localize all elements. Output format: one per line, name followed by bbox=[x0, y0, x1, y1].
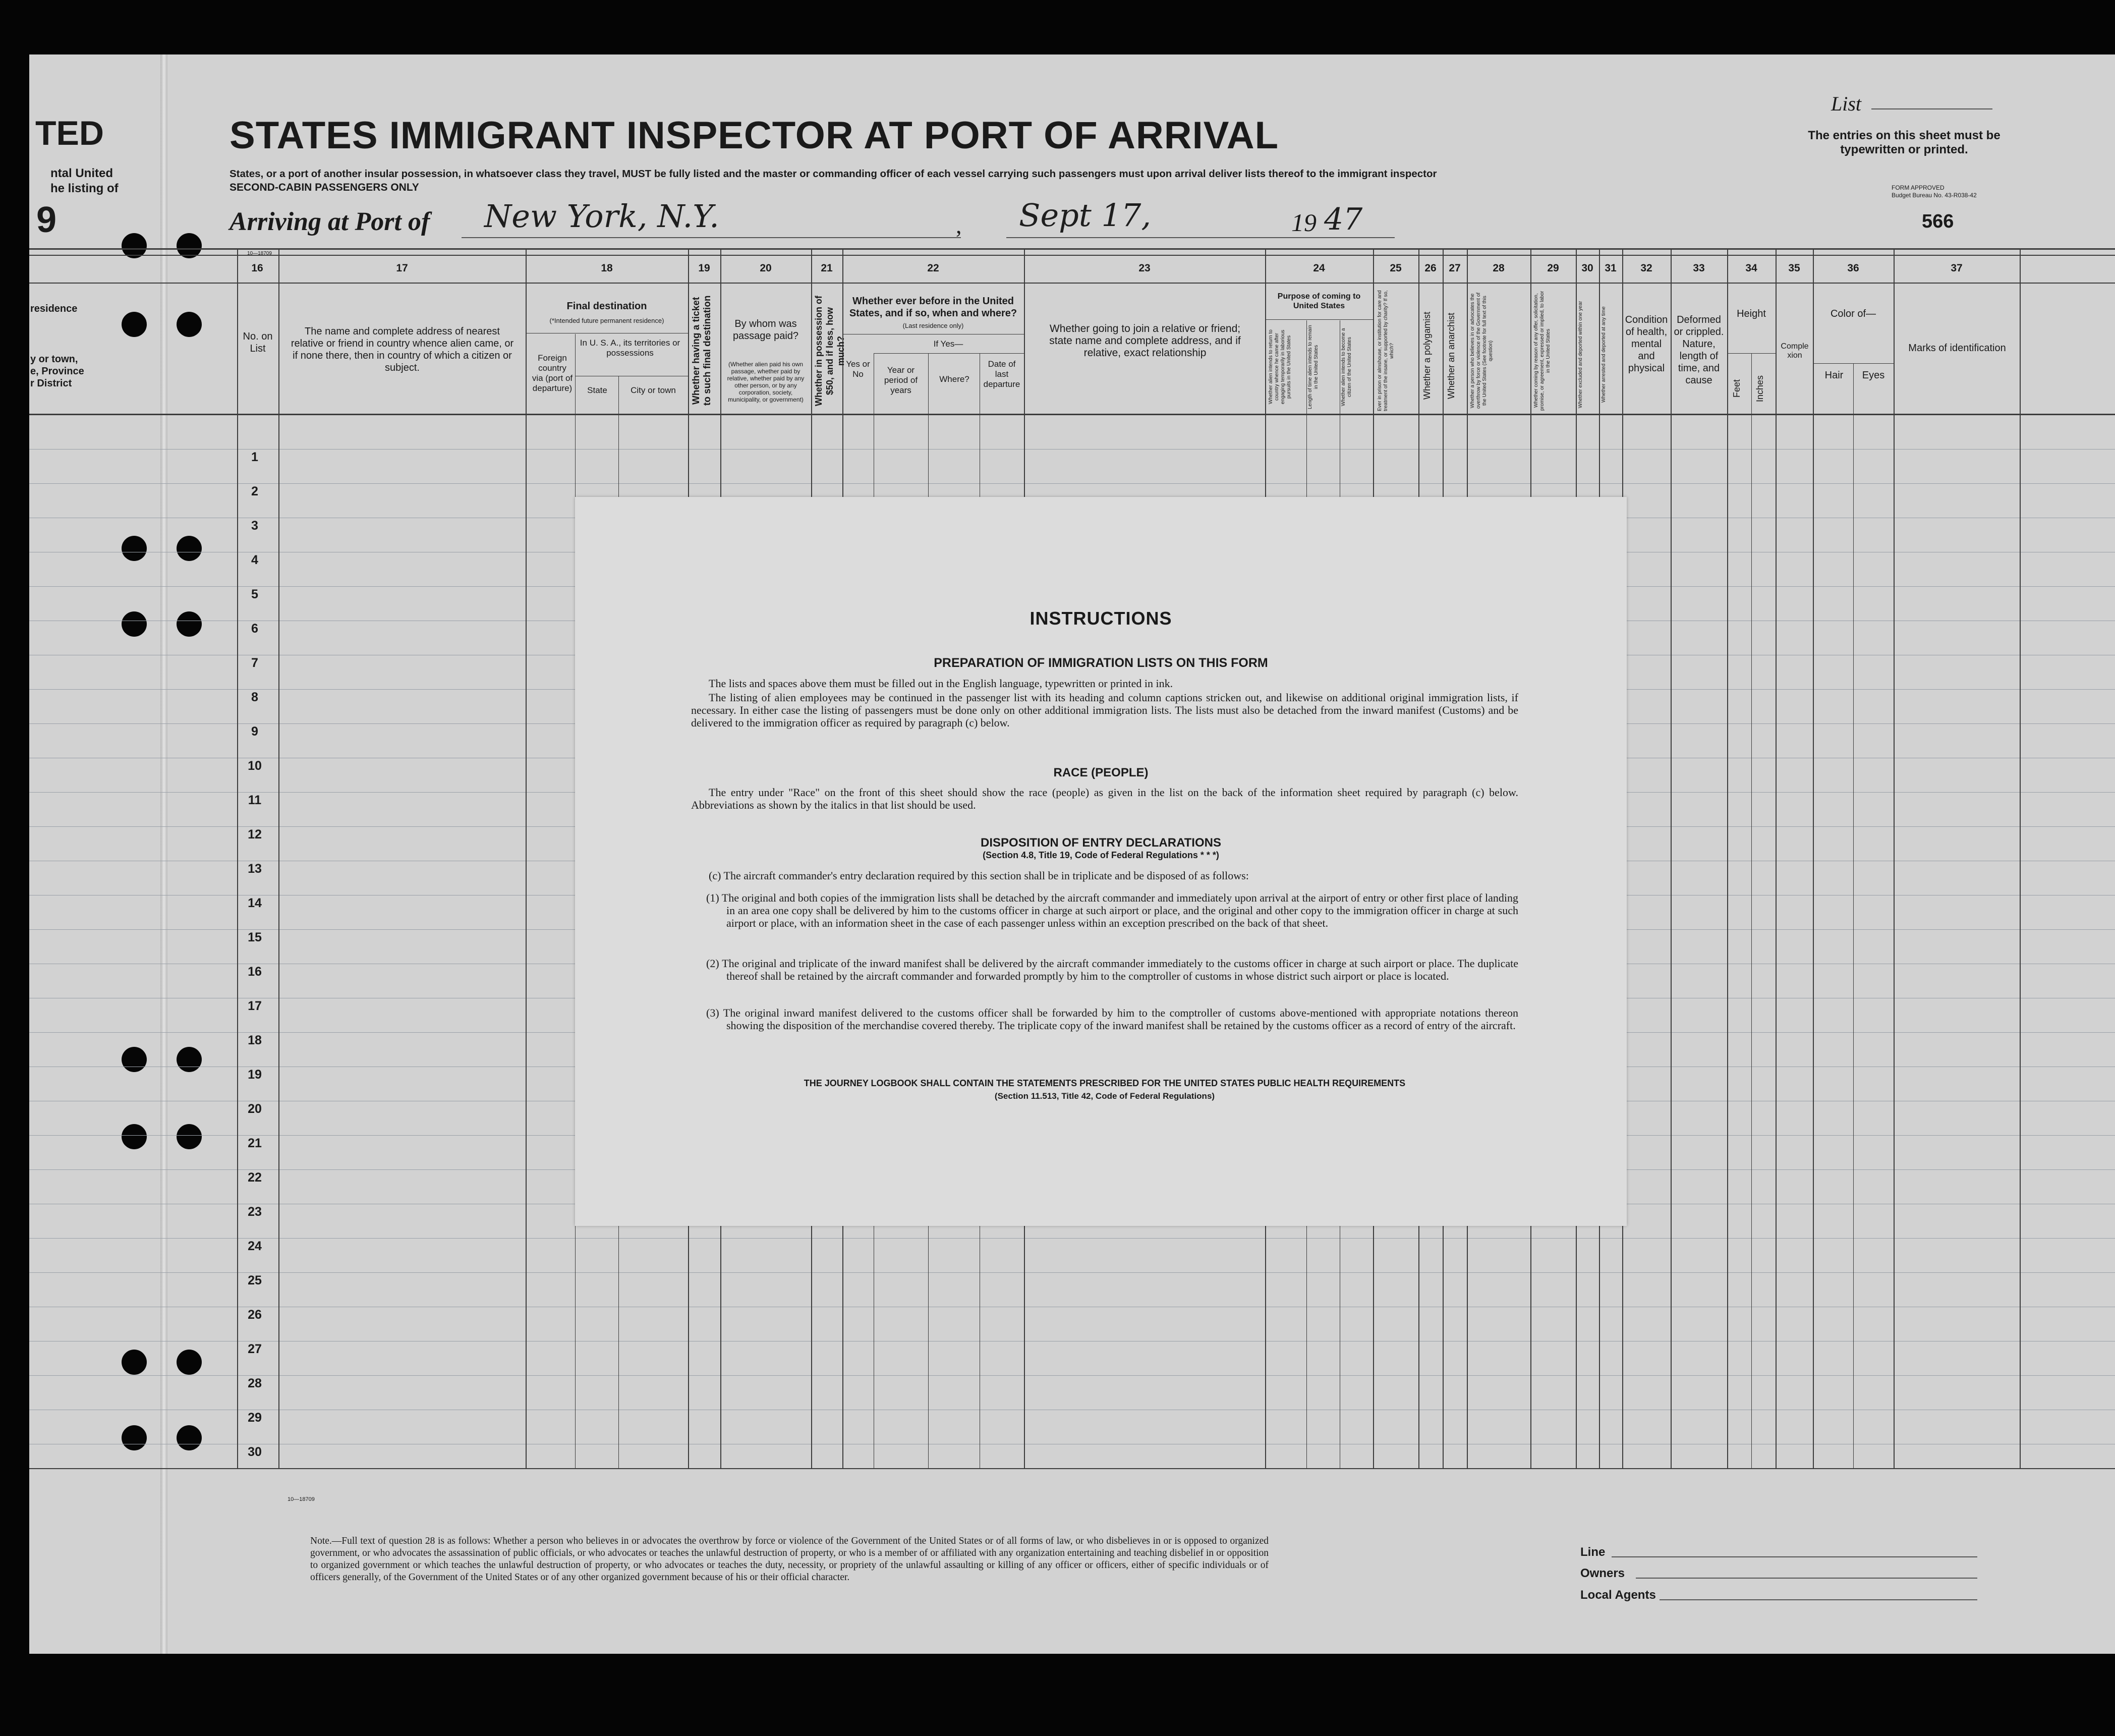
colnum-bottom-border bbox=[29, 283, 2115, 284]
caption-q29: Whether coming by reason of any offer, solicitation, promise, or agreement, expressed or implied, to labor in the United States bbox=[1533, 291, 1551, 411]
caption-relative-friend: Whether going to join a relative or friend; state name and complete address, and if relative, exact relationship bbox=[1049, 323, 1241, 359]
row-number: 6 bbox=[251, 622, 258, 636]
typewritten-note: The entries on this sheet must be typewritten or printed. bbox=[1808, 129, 2000, 156]
row-number: 2 bbox=[251, 484, 258, 498]
punch-hole bbox=[177, 1124, 202, 1149]
caption-condition-health: Condition of health, mental and physical bbox=[1625, 314, 1668, 374]
left-partial-caption-1: residence bbox=[30, 303, 78, 314]
disposition-subheading: (Section 4.8, Title 19, Code of Federal Regulations * * *) bbox=[983, 850, 1219, 860]
left-fragment-line1: ntal United bbox=[50, 166, 113, 180]
col-num-25: 25 bbox=[1390, 262, 1402, 274]
caption-purpose: Purpose of coming to United States bbox=[1277, 292, 1361, 310]
prep-paragraph-1: The lists and spaces above them must be filled out in the English language, typewritten or printed in ink. bbox=[709, 677, 1173, 690]
caption-height: Height bbox=[1737, 308, 1766, 319]
notice-line2: SECOND-CABIN PASSENGERS ONLY bbox=[230, 182, 419, 193]
punch-hole bbox=[122, 1047, 147, 1072]
caption-deformed: Deformed or crippled. Nature, length of time, and cause bbox=[1674, 314, 1724, 386]
row-number: 25 bbox=[248, 1273, 262, 1287]
column-rule bbox=[1671, 249, 1672, 1469]
col-num-30: 30 bbox=[1581, 262, 1593, 274]
col-num-36: 36 bbox=[1847, 262, 1859, 274]
punch-hole bbox=[177, 1425, 202, 1450]
caption-city-town: City or town bbox=[631, 385, 676, 395]
row-number: 9 bbox=[251, 724, 258, 739]
row-rule bbox=[29, 1272, 2115, 1273]
local-agents-label: Local Agents bbox=[1580, 1588, 1656, 1602]
column-rule bbox=[1727, 249, 1728, 1469]
header-subrule bbox=[874, 353, 1024, 354]
form-code-top: 10—18709 bbox=[247, 251, 272, 256]
header-subrule bbox=[1265, 319, 1373, 320]
row-number: 5 bbox=[251, 587, 258, 601]
row-number: 11 bbox=[248, 793, 262, 807]
instructions-title: INSTRUCTIONS bbox=[1030, 608, 1172, 629]
left-partial-caption-3: e, Province bbox=[30, 366, 84, 377]
row-number: 28 bbox=[248, 1376, 262, 1390]
caption-in-usa: In U. S. A., its territories or possessions bbox=[580, 338, 680, 358]
left-fragment-digit: 9 bbox=[36, 200, 57, 240]
col-num-37: 37 bbox=[1951, 262, 1963, 274]
caption-purpose-c: Whether alien intends to become a citizen of the United States bbox=[1341, 328, 1352, 406]
caption-possession-50: Whether in possession of $50, and if less, how much? bbox=[814, 295, 846, 407]
year-underline bbox=[1289, 237, 1395, 238]
header-subrule bbox=[1813, 363, 1894, 364]
race-heading: RACE (PEOPLE) bbox=[1053, 766, 1149, 779]
caption-feet: Feet bbox=[1732, 379, 1742, 398]
row-number: 17 bbox=[248, 999, 262, 1013]
table-bottom-border bbox=[29, 1468, 2115, 1469]
disposition-3: (3) The original inward manifest delivered to the customs officer shall be forwarded by him to the comptroller of customs above-mentioned with appropriate notations thereon showing the disposition of the merchandise covered thereby. The triplicate copy of the inward manifest shall be retained by the customs officer as a record of entry of the aircraft. bbox=[706, 1006, 1518, 1032]
owners-field[interactable] bbox=[1636, 1578, 1977, 1579]
left-partial-caption-4: r District bbox=[30, 378, 72, 389]
left-fragment-line2: he listing of bbox=[50, 182, 119, 195]
caption-hair: Hair bbox=[1824, 370, 1844, 381]
punch-hole bbox=[177, 312, 202, 337]
row-number: 24 bbox=[248, 1239, 262, 1253]
caption-where: Where? bbox=[939, 374, 969, 384]
row-number: 1 bbox=[251, 450, 258, 464]
row-number: 10 bbox=[248, 759, 262, 773]
punch-hole bbox=[177, 1350, 202, 1375]
line-label: Line bbox=[1580, 1545, 1606, 1559]
row-number: 18 bbox=[248, 1033, 262, 1047]
row-number: 8 bbox=[251, 690, 258, 704]
column-rule bbox=[1776, 249, 1777, 1469]
caption-anarchist: Whether an anarchist bbox=[1446, 312, 1456, 399]
punch-hole bbox=[122, 611, 147, 637]
caption-ever-before: Whether ever before in the United States, and if so, when and where? bbox=[849, 296, 1017, 319]
caption-year-period: Year or period of years bbox=[884, 365, 918, 395]
date-handwritten: Sept 17, bbox=[1019, 197, 1152, 234]
col-num-22: 22 bbox=[927, 262, 939, 274]
col-num-32: 32 bbox=[1640, 262, 1652, 274]
row-number: 4 bbox=[251, 553, 258, 567]
notice-line1: States, or a port of another insular possession, in whatsoever class they travel, MUST be fully listed and the master or commanding officer of each vessel carrying such passengers must upon arrival deliver lists thereof to the immigrant inspector bbox=[230, 168, 1437, 180]
row-number: 26 bbox=[248, 1308, 262, 1322]
list-underline bbox=[1871, 108, 1992, 109]
comma-1: , bbox=[956, 212, 962, 238]
row-number: 27 bbox=[248, 1342, 262, 1356]
local-agents-field[interactable] bbox=[1660, 1599, 1977, 1600]
caption-date-departure: Date of last departure bbox=[983, 359, 1020, 389]
punch-hole bbox=[122, 1425, 147, 1450]
date-underline bbox=[1006, 237, 1289, 238]
caption-final-destination: Final destination bbox=[566, 301, 647, 312]
col-num-31: 31 bbox=[1605, 262, 1617, 274]
punch-hole bbox=[177, 1047, 202, 1072]
left-partial-caption-2: y or town, bbox=[30, 354, 78, 365]
caption-polygamist: Whether a polygamist bbox=[1422, 311, 1432, 400]
row-number: 21 bbox=[248, 1136, 262, 1150]
page-fold bbox=[160, 54, 167, 1654]
year-handwritten: 47 bbox=[1324, 202, 1363, 237]
caption-complexion: Complexion bbox=[1781, 342, 1809, 360]
owners-label: Owners bbox=[1580, 1566, 1625, 1580]
column-rule bbox=[526, 249, 527, 1469]
row-number: 3 bbox=[251, 519, 258, 533]
col-num-26: 26 bbox=[1424, 262, 1437, 274]
col-num-27: 27 bbox=[1449, 262, 1461, 274]
journey-logbook: THE JOURNEY LOGBOOK SHALL CONTAIN THE STATEMENTS PRESCRIBED FOR THE UNITED STATES PUBLIC HEALTH REQUIREMENTS bbox=[804, 1078, 1406, 1088]
punch-hole bbox=[122, 536, 147, 561]
row-number: 29 bbox=[248, 1411, 262, 1425]
row-rule bbox=[29, 1238, 2115, 1239]
caption-purpose-b: Length of time alien intends to remain in the United States bbox=[1307, 325, 1319, 409]
punch-hole bbox=[122, 312, 147, 337]
row-number: 30 bbox=[248, 1445, 262, 1459]
caption-if-yes: If Yes— bbox=[933, 339, 963, 349]
left-fragment-title: TED bbox=[35, 114, 104, 152]
punch-hole bbox=[122, 1124, 147, 1149]
col-num-17: 17 bbox=[396, 262, 408, 274]
sheet-number: 566 bbox=[1922, 211, 1954, 232]
caption-inches: Inches bbox=[1755, 375, 1765, 402]
column-rule bbox=[1894, 249, 1895, 1469]
caption-no-on-list: No. on List bbox=[243, 331, 273, 354]
caption-purpose-a: Whether alien intends to return to country whence he came after engaging temporarily in laborious pursuits in the United States bbox=[1268, 329, 1292, 405]
arriving-label: Arriving at Port of bbox=[230, 207, 430, 236]
caption-last-residence: (Last residence only) bbox=[902, 322, 964, 329]
row-rule bbox=[29, 449, 2115, 450]
column-rule bbox=[278, 249, 279, 1469]
col-num-35: 35 bbox=[1788, 262, 1800, 274]
row-number: 19 bbox=[248, 1068, 262, 1082]
caption-color-of: Color of— bbox=[1830, 308, 1876, 319]
row-number: 7 bbox=[251, 656, 258, 670]
caption-eyes: Eyes bbox=[1862, 370, 1885, 381]
disposition-2: (2) The original and triplicate of the inward manifest shall be delivered by the aircraft commander immediately to the customs officer in charge at such airport or place. The duplicate thereof shall be retained by the aircraft commander and forwarded promptly by him to the comptroller of customs in whose district such airport or place is located. bbox=[706, 957, 1518, 982]
col-num-16: 16 bbox=[251, 262, 263, 274]
punch-hole bbox=[177, 536, 202, 561]
row-number: 20 bbox=[248, 1102, 262, 1116]
subcolumn-rule bbox=[1853, 363, 1854, 1469]
form-approved: FORM APPROVED bbox=[1892, 184, 1945, 191]
row-number: 15 bbox=[248, 930, 262, 944]
line-field[interactable] bbox=[1612, 1556, 1977, 1557]
col-num-23: 23 bbox=[1138, 262, 1151, 274]
journey-logbook-sub: (Section 11.513, Title 42, Code of Federal Regulations) bbox=[994, 1091, 1215, 1101]
header-subrule bbox=[1727, 353, 1776, 354]
col-num-34: 34 bbox=[1745, 262, 1757, 274]
caption-name-address: The name and complete address of nearest relative or friend in country whence alien came, or if none there, then in country of which a citizen or subject. bbox=[291, 326, 514, 373]
row-rule bbox=[29, 483, 2115, 484]
disposition-heading: DISPOSITION OF ENTRY DECLARATIONS bbox=[981, 836, 1221, 850]
column-rule bbox=[2020, 249, 2021, 1469]
year-prefix: 19 bbox=[1291, 208, 1317, 237]
caption-by-whom: By whom was passage paid? bbox=[732, 318, 799, 342]
col-num-18: 18 bbox=[601, 262, 613, 274]
col-num-24: 24 bbox=[1313, 262, 1325, 274]
caption-yes-no: Yes or No bbox=[846, 359, 870, 379]
row-number: 16 bbox=[248, 965, 262, 979]
page-title: STATES IMMIGRANT INSPECTOR AT PORT OF ARRIVAL bbox=[230, 114, 1279, 157]
caption-ticket: Whether having a ticket to such final destination bbox=[691, 295, 713, 406]
caption-by-whom-note: (Whether alien paid his own passage, whether paid by relative, whether paid by any other person, or by any corporation, society, municipality, or government) bbox=[727, 361, 805, 403]
row-number: 14 bbox=[248, 896, 262, 910]
prep-heading: PREPARATION OF IMMIGRATION LISTS ON THIS FORM bbox=[934, 656, 1268, 670]
punch-hole bbox=[177, 611, 202, 637]
caption-foreign-country: Foreign country via (port of departure) bbox=[532, 353, 573, 393]
caption-prison: Ever in prison or almshouse, or institution for care and treatment of the insane, or supported by charity? If so, which? bbox=[1377, 290, 1395, 411]
caption-state: State bbox=[587, 385, 607, 395]
port-handwritten: New York, N.Y. bbox=[484, 198, 719, 235]
table-top-border-2 bbox=[29, 255, 2115, 256]
disposition-1: (1) The original and both copies of the immigration lists shall be detached by the aircraft commander and immediately upon arrival at the airport of entry or other first place of landing in an area one copy shall be delivered by him to the customs officer in charge at such airport or place, and the original and other copy to the immigration officer in charge at such airport or place, with an information sheet in the case of each passenger unless within an exception prescribed on the back of that sheet. bbox=[706, 891, 1518, 929]
caption-marks: Marks of identification bbox=[1908, 343, 2006, 354]
port-underline bbox=[462, 237, 961, 238]
punch-hole bbox=[122, 1350, 147, 1375]
caption-q28: Whether a person who believes in or advocates the overthrow by force or violence of the Government of the United States (See footnote for full text of this question) bbox=[1470, 292, 1494, 409]
instructions-insert bbox=[575, 497, 1627, 1226]
column-rule bbox=[1813, 249, 1814, 1469]
col-num-29: 29 bbox=[1547, 262, 1559, 274]
list-label: List bbox=[1831, 92, 1862, 115]
race-paragraph: The entry under "Race" on the front of this sheet should show the race (people) as given in the list on the back of the information sheet required by paragraph (c) below. Abbreviations as shown by the italics in that list should be used. bbox=[691, 786, 1518, 811]
row-number: 13 bbox=[248, 862, 262, 876]
row-number: 12 bbox=[248, 827, 262, 842]
footnote-q28: Note.—Full text of question 28 is as follows: Whether a person who believes in or advocates the overthrow by force or violence of the Government of the United States or of all forms of law, or who disbelieves in or is opposed to organized government, or who advocates the assassination of public officials, or who advocates or teaches the unlawful destruction of property, or who is a member of or affiliated with any organization entertaining and teaching disbelief in or opposition to organized government or which teaches the unlawful destruction of property, or who advocates or teaches the duty, necessity, or propriety of the unlawful assaulting or killing of any officer or officers, either of specific individuals or of officers generally, of the Government of the United States or of any other organized government because of his or their official character. bbox=[310, 1536, 1269, 1583]
row-number: 23 bbox=[248, 1205, 262, 1219]
caption-q31: Whether arrested and deported at any time bbox=[1601, 306, 1607, 403]
table-top-border bbox=[29, 248, 2115, 250]
form-code-bottom: 10—18709 bbox=[288, 1496, 315, 1502]
caption-final-destination-note: (*Intended future permanent residence) bbox=[549, 317, 664, 324]
subcolumn-rule bbox=[1751, 353, 1752, 1469]
col-num-33: 33 bbox=[1693, 262, 1705, 274]
disposition-c: (c) The aircraft commander's entry declaration required by this section shall be in triplicate and be disposed of as follows: bbox=[709, 869, 1249, 882]
prep-paragraph-2: The listing of alien employees may be continued in the passenger list with its heading and column captions stricken out, and likewise on additional original immigration lists, if necessary. In either case the listing of passengers must be done only on other additional immigration lists. The lists must also be detached from the inward manifest (Customs) and be delivered to the immigration officer as required by paragraph (c) below. bbox=[691, 691, 1518, 729]
col-num-20: 20 bbox=[760, 262, 772, 274]
row-rule bbox=[29, 1375, 2115, 1376]
col-num-21: 21 bbox=[821, 262, 833, 274]
header-bottom-border bbox=[29, 414, 2115, 415]
budget-bureau: Budget Bureau No. 43-R038-42 bbox=[1892, 192, 1977, 199]
row-number: 22 bbox=[248, 1170, 262, 1185]
col-num-28: 28 bbox=[1493, 262, 1505, 274]
col-num-19: 19 bbox=[698, 262, 710, 274]
caption-q30: Whether excluded and deported within one year bbox=[1578, 301, 1583, 408]
